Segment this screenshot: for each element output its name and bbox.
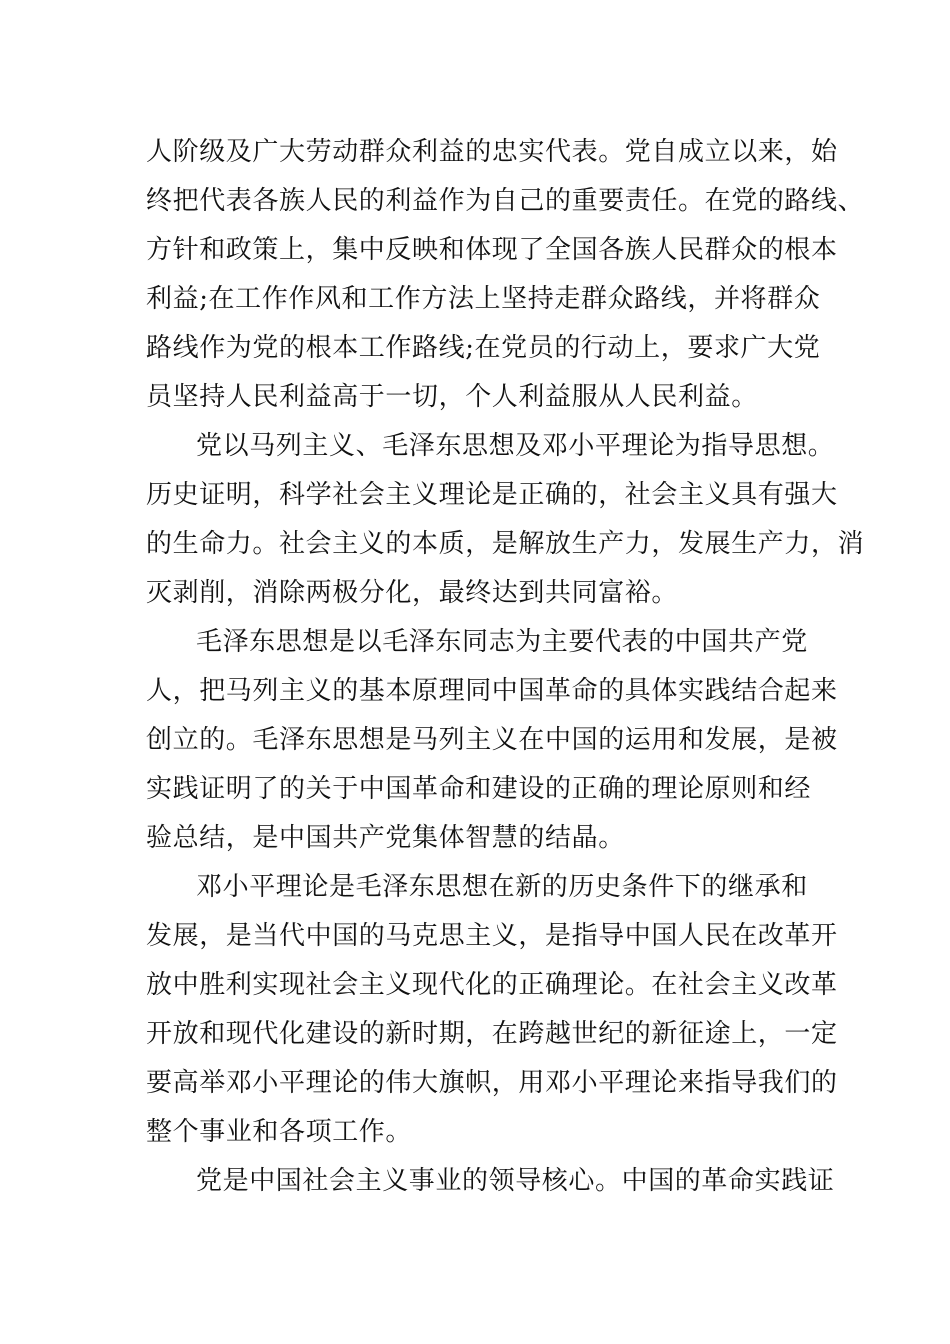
- text-line: 实践证明了的关于中国革命和建设的正确的理论原则和经: [146, 774, 812, 804]
- text-line: 人，把马列主义的基本原理同中国革命的具体实践结合起来: [146, 676, 838, 706]
- text-line: 历史证明，科学社会主义理论是正确的，社会主义具有强大: [146, 480, 838, 510]
- text-line: 发展，是当代中国的马克思主义，是指导中国人民在改革开: [146, 921, 838, 951]
- text-line: 开放和现代化建设的新时期，在跨越世纪的新征途上，一定: [146, 1019, 838, 1049]
- text-line: 方针和政策上，集中反映和体现了全国各族人民群众的根本: [146, 235, 838, 265]
- text-line: 验总结，是中国共产党集体智慧的结晶。: [146, 823, 625, 853]
- text-line: 要高举邓小平理论的伟大旗帜，用邓小平理论来指导我们的: [146, 1068, 838, 1098]
- text-line: 创立的。毛泽东思想是马列主义在中国的运用和发展，是被: [146, 725, 838, 755]
- text-line: 终把代表各族人民的利益作为自己的重要责任。在党的路线、: [146, 186, 865, 216]
- paragraph-first-line: 党是中国社会主义事业的领导核心。中国的革命实践证: [196, 1166, 835, 1196]
- paragraph-first-line: 党以马列主义、毛泽东思想及邓小平理论为指导思想。: [196, 431, 835, 461]
- paragraph-first-line: 邓小平理论是毛泽东思想在新的历史条件下的继承和: [196, 872, 808, 902]
- text-line: 灭剥削，消除两极分化，最终达到共同富裕。: [146, 578, 679, 608]
- text-line: 人阶级及广大劳动群众利益的忠实代表。党自成立以来，始: [146, 137, 838, 167]
- text-line: 路线作为党的根本工作路线;在党员的行动上，要求广大党: [146, 333, 821, 363]
- document-body: [146, 128, 865, 1206]
- text-line: 的生命力。社会主义的本质，是解放生产力，发展生产力，消: [146, 529, 865, 559]
- paragraph-first-line: 毛泽东思想是以毛泽东同志为主要代表的中国共产党: [196, 627, 808, 657]
- text-line: 放中胜利实现社会主义现代化的正确理论。在社会主义改革: [146, 970, 838, 1000]
- text-line: 整个事业和各项工作。: [146, 1117, 413, 1147]
- text-line: 利益;在工作作风和工作方法上坚持走群众路线，并将群众: [146, 284, 821, 314]
- text-line: 员坚持人民利益高于一切，个人利益服从人民利益。: [146, 382, 758, 412]
